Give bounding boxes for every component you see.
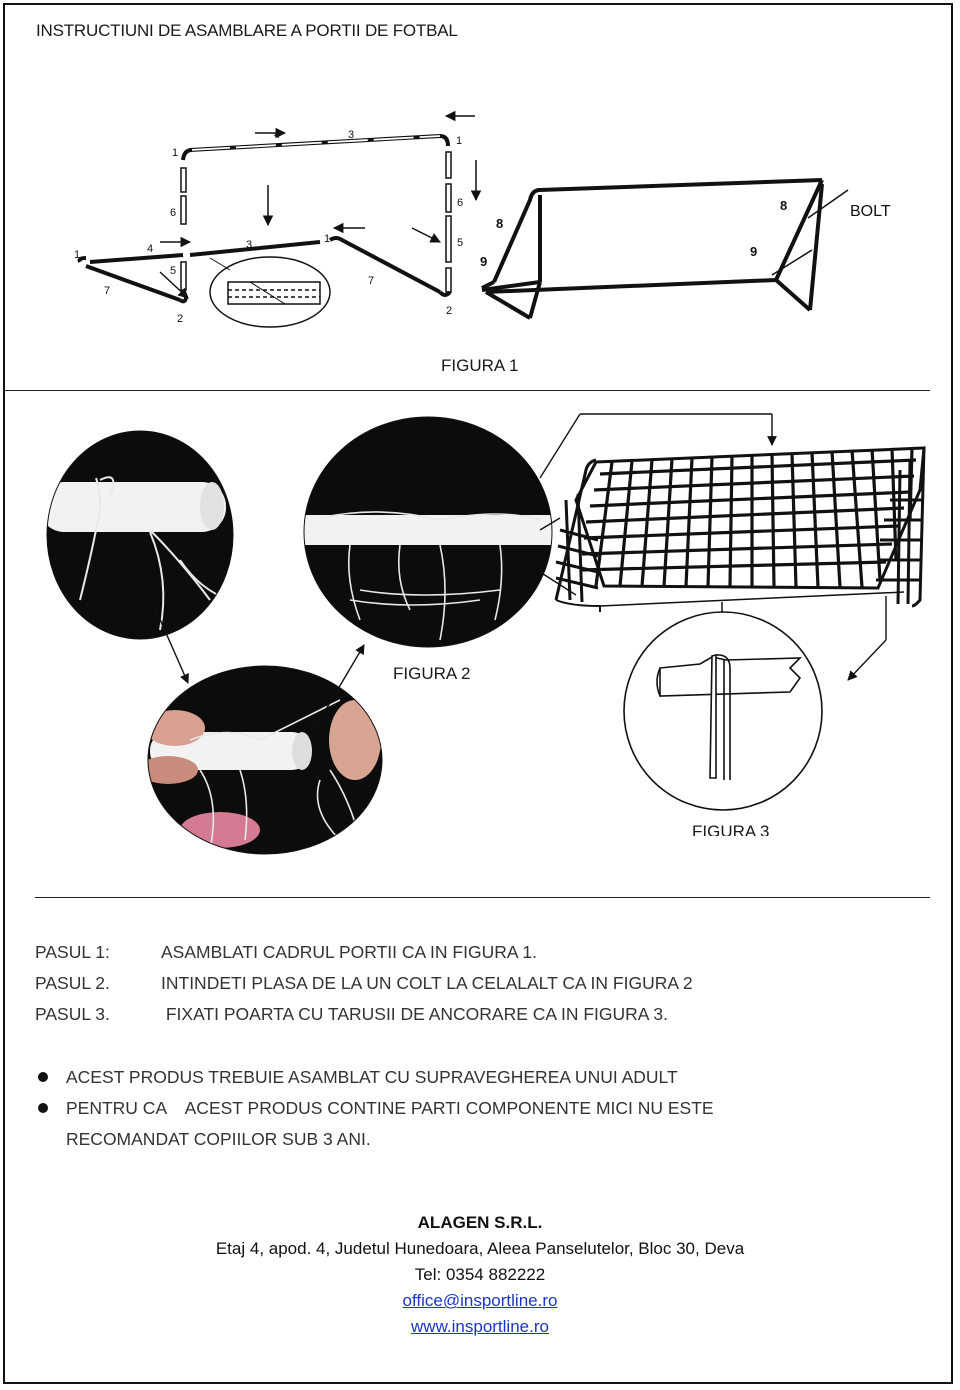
email-link[interactable]: office@insportline.ro	[402, 1291, 558, 1310]
company-name: ALAGEN S.R.L.	[417, 1213, 543, 1232]
part-label: 8	[780, 198, 788, 213]
warnings-list	[38, 1062, 714, 1155]
part-label: 4	[274, 129, 281, 141]
company-footer	[0, 1210, 960, 1340]
part-label: 4	[147, 243, 154, 255]
figure-3-caption: FIGURA 3	[692, 822, 770, 836]
step-row	[35, 999, 693, 1030]
part-label: 1	[324, 233, 331, 245]
website-link[interactable]: www.insportline.ro	[411, 1317, 549, 1336]
divider	[35, 897, 930, 898]
part-label: 1	[172, 147, 179, 159]
step-row	[35, 968, 693, 999]
part-label: 1	[456, 135, 463, 147]
bolt-label: BOLT	[850, 203, 891, 220]
part-label: 2	[446, 305, 453, 317]
assembled-goal-drawing	[482, 180, 848, 318]
company-address: Etaj 4, apod. 4, Judetul Hunedoara, Aleea Panselutelor, Bloc 30, Deva	[215, 1239, 745, 1258]
step-row	[35, 937, 693, 968]
bullet-icon	[38, 1103, 48, 1113]
bullet-icon	[38, 1072, 48, 1082]
step-text: INTINDETI PLASA DE LA UN COLT LA CELALALT CA IN FIGURA 2	[161, 973, 693, 993]
warning-item	[38, 1093, 714, 1124]
page-title: INSTRUCTIUNI DE ASAMBLARE A PORTII DE FOTBAL	[36, 21, 458, 40]
divider	[4, 390, 930, 391]
figure-2-caption: FIGURA 2	[393, 664, 471, 683]
warning-text: ACEST PRODUS TREBUIE ASAMBLAT CU SUPRAVEGHEREA UNUI ADULT	[66, 1067, 678, 1087]
warning-text: PENTRU CA ACEST PRODUS CONTINE PARTI COMPONENTE MICI NU ESTE	[66, 1098, 714, 1118]
step-text: ASAMBLATI CADRUL PORTII CA IN FIGURA 1.	[161, 942, 538, 962]
part-label: 5	[170, 265, 177, 277]
part-label: 9	[750, 244, 758, 259]
part-label: 5	[457, 237, 464, 249]
part-label: 6	[170, 207, 177, 219]
company-phone: Tel: 0354 882222	[414, 1265, 546, 1284]
part-label: 3	[246, 239, 253, 251]
step-text: FIXATI POARTA CU TARUSII DE ANCORARE CA IN FIGURA 3.	[161, 1004, 668, 1024]
step-label: PASUL 2.	[35, 973, 110, 993]
step-label: PASUL 3.	[35, 1004, 110, 1024]
part-label: 7	[104, 285, 111, 297]
part-label: 3	[348, 129, 355, 141]
part-label: 6	[457, 197, 464, 209]
photo-net-on-bar	[300, 410, 560, 660]
photo-tie-net-closeup	[40, 420, 240, 650]
part-label: 2	[177, 313, 184, 325]
photo-hands-tying-knot	[138, 660, 400, 860]
part-label: 8	[496, 216, 504, 231]
step-label: PASUL 1:	[35, 942, 110, 962]
warning-item	[38, 1062, 714, 1093]
assembly-steps	[35, 937, 693, 1030]
anchor-stake-closeup	[624, 612, 822, 810]
frame-parts-diagram	[80, 116, 476, 327]
figure-3-caption-clip	[690, 822, 830, 836]
figure-1-caption: FIGURA 1	[441, 356, 519, 375]
warning-continuation: RECOMANDAT COPIILOR SUB 3 ANI.	[66, 1129, 371, 1149]
part-label: 1	[74, 249, 81, 261]
part-label: 7	[368, 275, 375, 287]
part-label: 9	[480, 254, 488, 269]
